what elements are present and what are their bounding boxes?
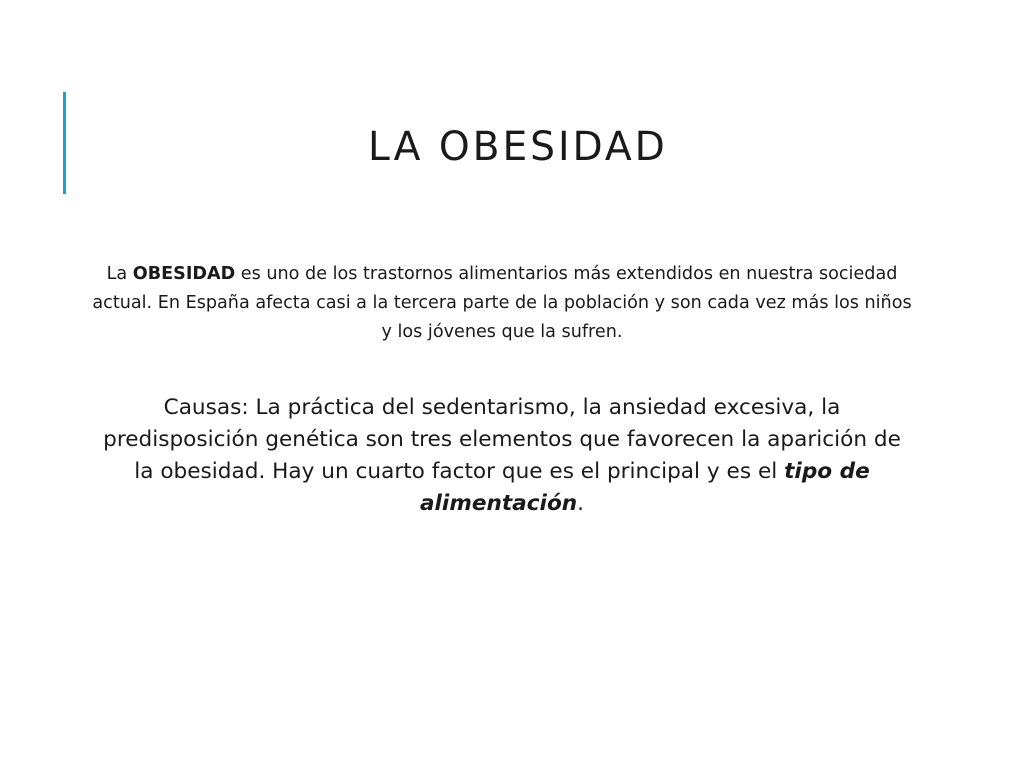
intro-text: es uno de los trastornos alimentarios más extendidos en nuestra sociedad actual. En España afecta casi a la tercera parte de la población y son cada vez más los niños y los jóvenes que la sufren.: [92, 264, 912, 342]
intro-paragraph: [92, 260, 912, 347]
causes-emphasis: tipo de alimentación: [419, 459, 870, 516]
accent-bar: [63, 92, 66, 194]
slide-title: LA OBESIDAD: [368, 124, 668, 170]
causes-end: .: [577, 491, 585, 516]
intro-lead: La: [106, 264, 133, 284]
causes-text: Causas: La práctica del sedentarismo, la ansiedad excesiva, la predisposición genética son tres elementos que favorecen la aparición de la obesidad. Hay un cuarto factor que es el principal y es el: [103, 395, 901, 484]
causes-paragraph: [92, 392, 912, 520]
intro-bold-term: OBESIDAD: [132, 264, 236, 284]
